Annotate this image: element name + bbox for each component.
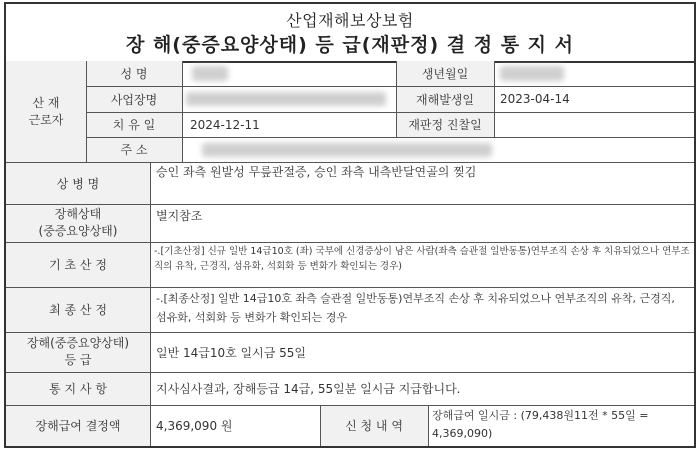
grid-line xyxy=(6,242,694,243)
grid-line xyxy=(6,162,694,163)
document-title: 장 해(중증요양상태) 등 급(재판정) 결 정 통 지 서 xyxy=(125,34,575,56)
grade-label: 장해(중증요양상태) 등 급 xyxy=(6,332,150,372)
grid-line xyxy=(6,287,694,288)
document-header xyxy=(6,4,694,63)
grid-line xyxy=(6,332,694,333)
condition-label: 장해상태 (중증요양상태) xyxy=(6,204,150,242)
grid-line xyxy=(86,61,87,162)
healing-date-label: 치 유 일 xyxy=(86,112,182,137)
basic-calc-label: 기 초 산 정 xyxy=(6,242,150,287)
redacted-company xyxy=(186,92,386,106)
disease-label: 상 병 명 xyxy=(6,162,150,204)
grid-line xyxy=(494,61,495,137)
final-calc-label: 최 종 산 정 xyxy=(6,287,150,332)
grid-line xyxy=(86,86,694,87)
grade-value: 일반 14급10호 일시금 55일 xyxy=(156,345,306,360)
amount-value: 4,369,090 원 xyxy=(156,419,233,433)
grid-line xyxy=(86,137,694,138)
grid-line xyxy=(6,372,694,373)
grid-line xyxy=(428,405,429,446)
amount-label: 장해급여 결정액 xyxy=(6,405,150,446)
grid-line xyxy=(6,405,694,406)
grid-line xyxy=(6,204,694,205)
worker-section-label: 산 재 근로자 xyxy=(6,61,86,162)
redacted-name xyxy=(192,66,228,81)
company-label: 사업장명 xyxy=(86,86,182,112)
healing-date-value: 2024-12-11 xyxy=(190,117,260,132)
birth-label: 생년월일 xyxy=(396,61,494,86)
address-label: 주 소 xyxy=(86,137,182,162)
notice-document xyxy=(4,2,696,448)
grid-line xyxy=(86,112,694,113)
grid-line xyxy=(320,405,321,446)
claim-label: 신 청 내 역 xyxy=(320,405,428,446)
redacted-address xyxy=(202,143,492,157)
accident-date-label: 재해발생일 xyxy=(396,86,494,112)
final-calc-value: -.[최종산정] 일반 14급10호 좌측 슬관절 일반동통)연부조직 손상 후 치유되었으나 연부조직의 유착, 근경직, 섬유화, 석회화 등 변화가 확인되는 경우 xyxy=(156,292,675,324)
accident-date-value: 2023-04-14 xyxy=(500,92,570,106)
reassess-date-value xyxy=(494,112,694,137)
redacted-birth xyxy=(500,66,564,81)
condition-value: 별지참조 xyxy=(156,209,203,223)
name-label: 성 명 xyxy=(86,61,182,86)
grid-line xyxy=(396,61,397,137)
notice-value: 지사심사결과, 장해등급 14급, 55일분 일시금 지급합니다. xyxy=(156,382,461,396)
grid-line xyxy=(150,162,151,446)
basic-calc-value: -.[기초산정] 신규 일반 14급10호 (좌) 국부에 신경증상이 남은 사람(좌측 슬관절 일반동통)연부조직 손상 후 치유되었으나 연부조직의 유착, 근경직, 섬유화, 석회화 등 변화가 확인되는 경우) xyxy=(154,246,690,272)
reassess-date-label: 재판정 진찰일 xyxy=(396,112,494,137)
claim-value: 장해급여 일시금 : (79,438원11전 * 55일 = 4,369,090) xyxy=(432,409,649,440)
disease-value: 승인 좌측 원발성 무릎관절증, 승인 좌측 내측반달연골의 찢김 xyxy=(156,165,477,179)
notice-label: 통 지 사 항 xyxy=(6,372,150,405)
grid-line xyxy=(182,61,183,162)
agency-name: 산업재해보상보험 xyxy=(286,11,414,30)
